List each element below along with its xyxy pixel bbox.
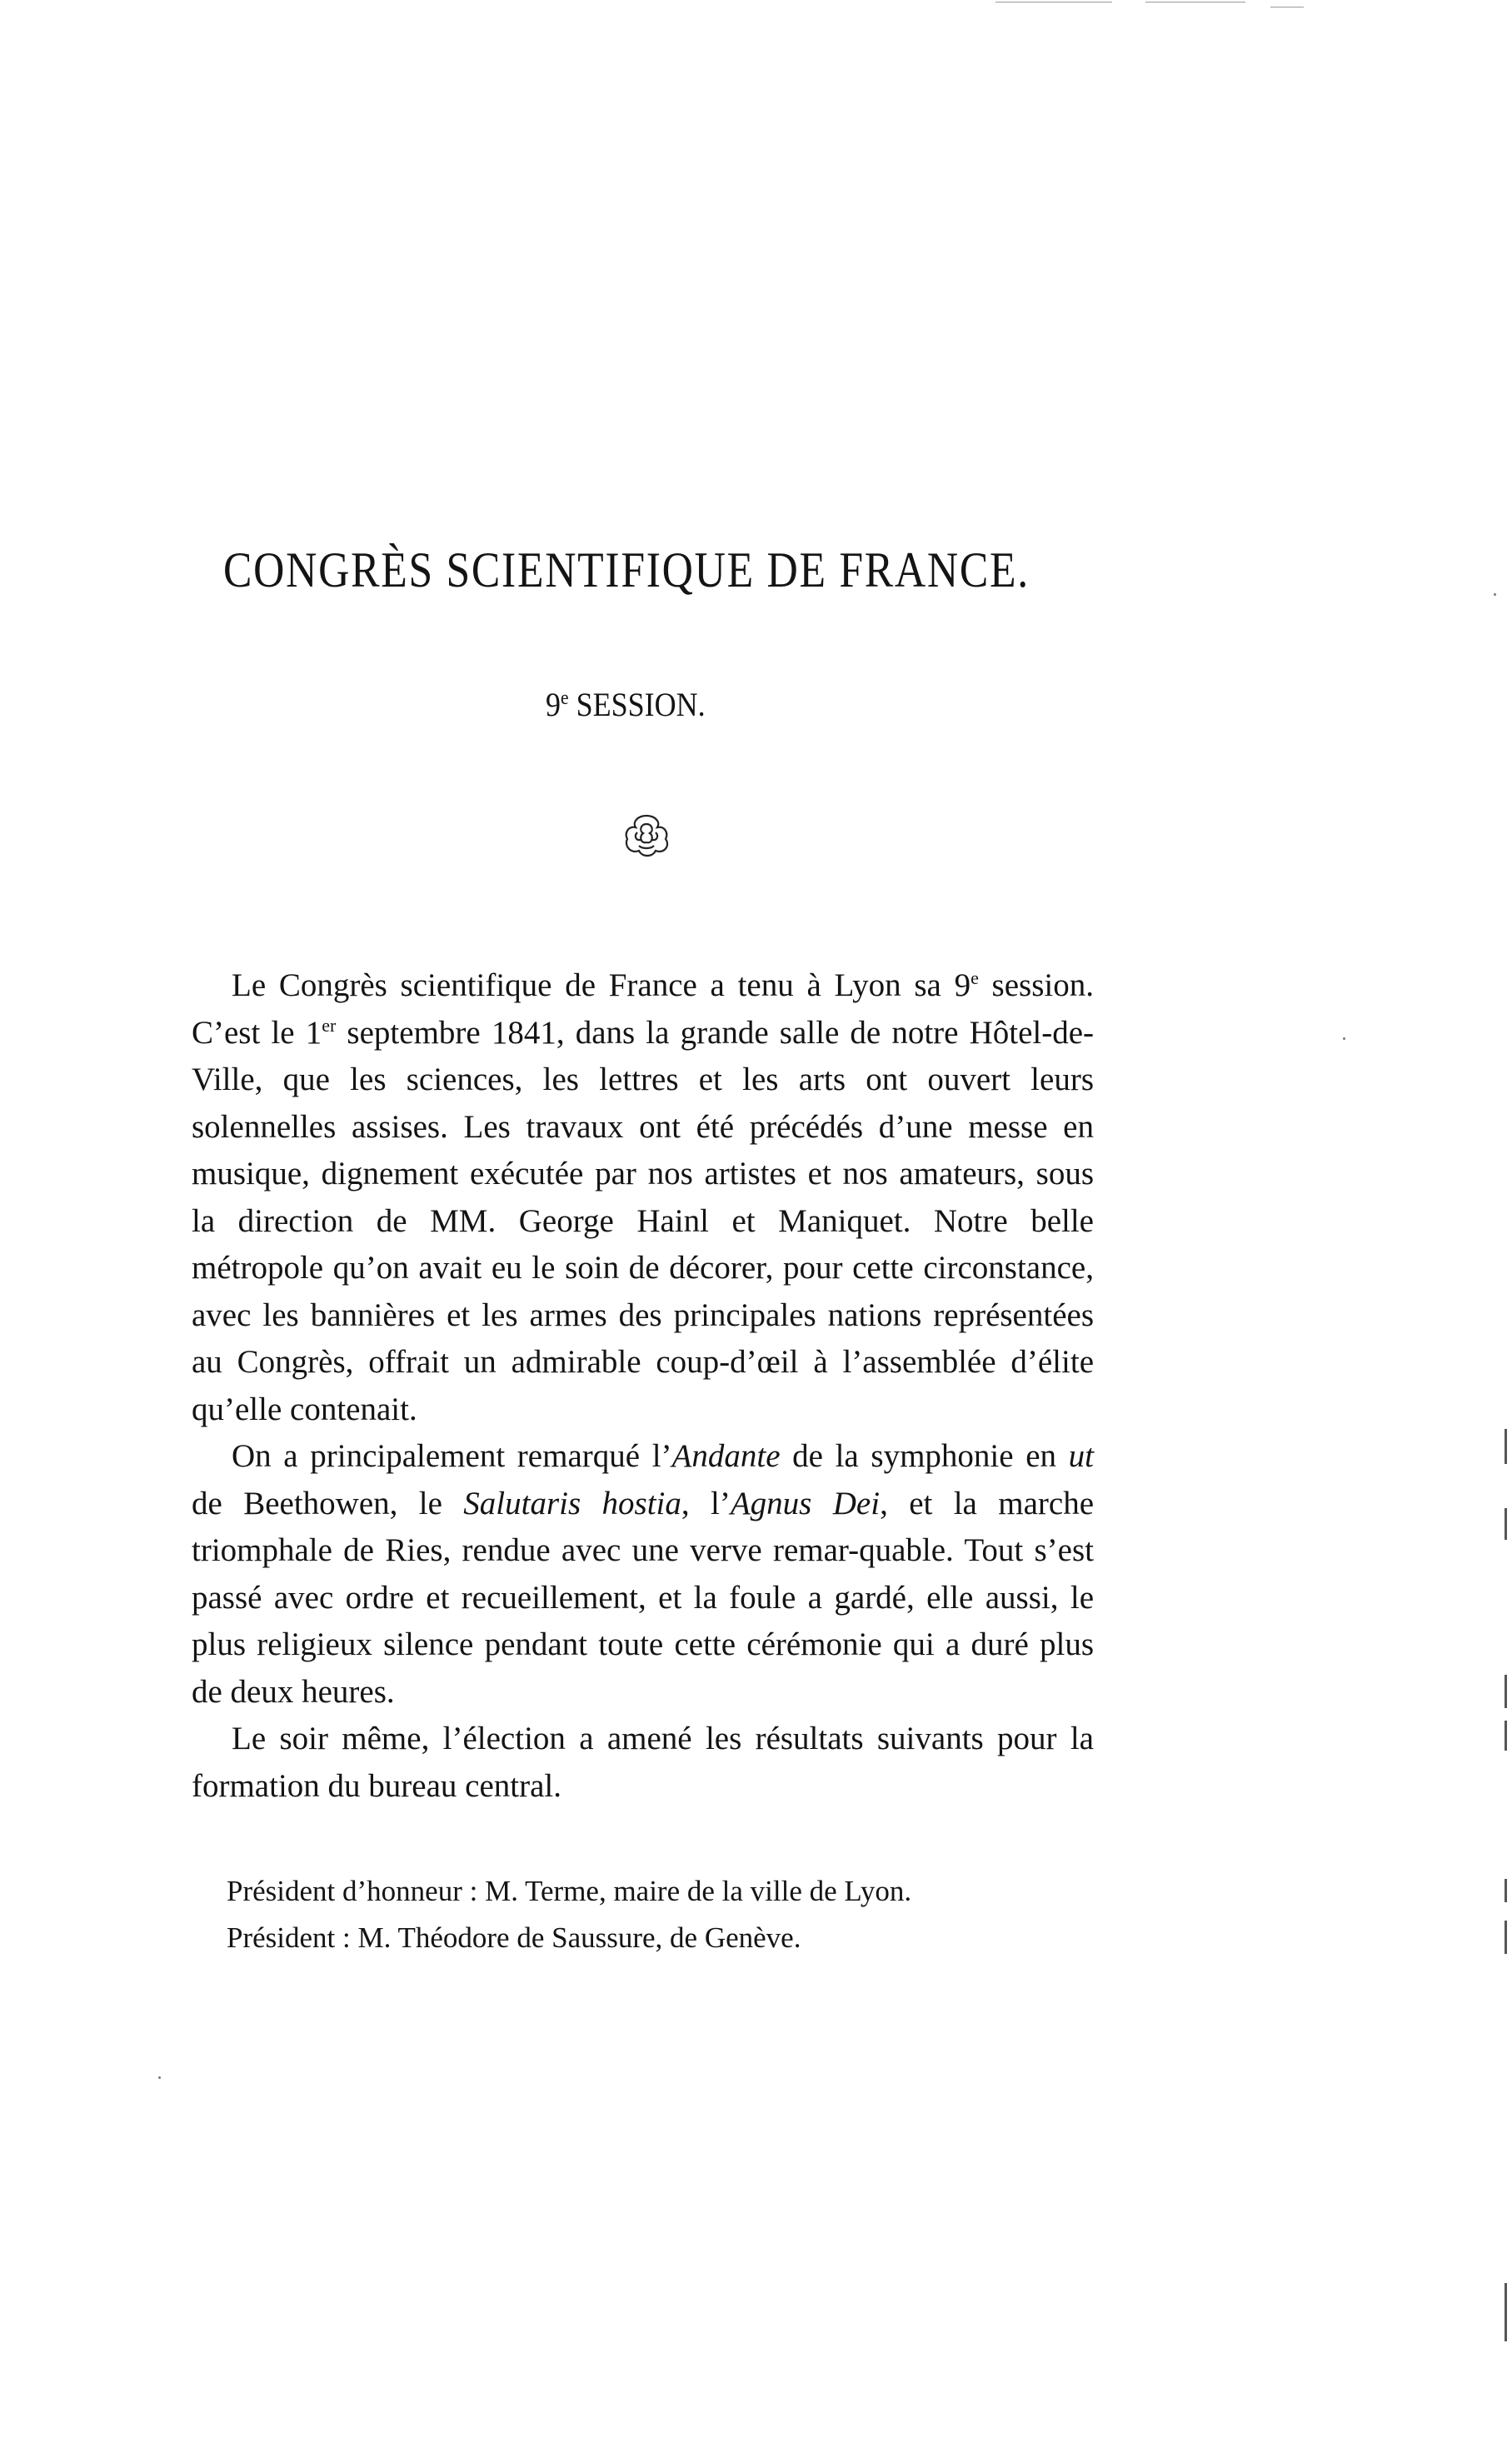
text-run: session. C’est le 1: [192, 967, 1094, 1051]
session-label: SESSION.: [576, 686, 706, 723]
session-heading: [546, 685, 706, 724]
officer-entry: [227, 1915, 1101, 1961]
superscript: er: [322, 1014, 337, 1036]
officer-name: M. Théodore de Saussure, de Genève.: [357, 1921, 801, 1954]
officer-name: M. Terme, maire de la ville de Lyon.: [485, 1875, 912, 1907]
session-number: 9: [546, 686, 561, 723]
fleuron-icon: [621, 812, 672, 859]
text-run: On a principalement remarqué l’: [232, 1438, 672, 1474]
italic-title: Agnus Dei: [730, 1485, 881, 1521]
paragraph: [192, 1716, 1094, 1810]
text-run: de la symphonie en: [780, 1438, 1069, 1474]
text-run: septembre 1841, dans la grande salle de notre Hôtel-de-Ville, que les sciences, les lettres et les arts ont ouvert leurs solennelles assises. Les travaux ont été précédés d’une messe en musique, dignement exécutée par nos artistes et nos amateurs, sous la direction de MM. George Hainl et Maniquet. Notre belle métropole qu’on avait eu le soin de décorer, pour cette circonstance, avec les bannières et les armes des principales nations représentées au Congrès, offrait un admirable coup-d’œil à l’assemblée d’élite qu’elle contenait.: [192, 1014, 1094, 1427]
scan-artifact-edge: [1505, 1879, 1507, 1902]
text-run: Le Congrès scientifique de France a tenu à Lyon sa 9: [232, 967, 971, 1003]
paragraph: [192, 1433, 1094, 1716]
officers-list: [227, 1868, 1101, 1961]
officer-entry: [227, 1868, 1101, 1915]
text-run: Le soir même, l’élection a amené les résultats suivants pour la formation du bureau central.: [192, 1721, 1094, 1804]
officer-role: Président d’honneur :: [227, 1875, 478, 1907]
scan-artifact-edge: [1505, 1721, 1507, 1751]
scan-artifact-edge: [1505, 1508, 1507, 1540]
body-text: [192, 962, 1094, 1810]
scan-artifact-edge: [1505, 2283, 1507, 2341]
text-run: , l’: [681, 1485, 731, 1521]
session-suffix: e: [561, 687, 569, 709]
page-title: CONGRÈS SCIENTIFIQUE DE FRANCE.: [223, 542, 1030, 597]
scan-artifact-dot: [1343, 1037, 1345, 1040]
text-run: , et la marche triomphale de Ries, rendue avec une verve remar-quable. Tout s’est passé avec ordre et recueillement, et la foule a gardé, elle aussi, le plus religieux silence pendant toute cette cérémonie qui a duré plus de deux heures.: [192, 1485, 1095, 1710]
scan-artifact-edge: [1505, 1921, 1507, 1954]
italic-title: ut: [1068, 1438, 1094, 1474]
text-run: de Beethowen, le: [192, 1485, 464, 1521]
italic-title: Andante: [671, 1438, 781, 1474]
scan-artifact-edge: [1505, 1429, 1507, 1464]
officer-role: Président :: [227, 1921, 351, 1954]
scan-artifact-dot: [1494, 593, 1496, 596]
scan-artifact-edge: [1505, 1675, 1507, 1708]
scan-artifact-dot: [158, 2076, 161, 2079]
superscript: e: [971, 967, 979, 988]
paragraph: [192, 962, 1094, 1433]
italic-title: Salutaris hostia: [463, 1485, 681, 1521]
